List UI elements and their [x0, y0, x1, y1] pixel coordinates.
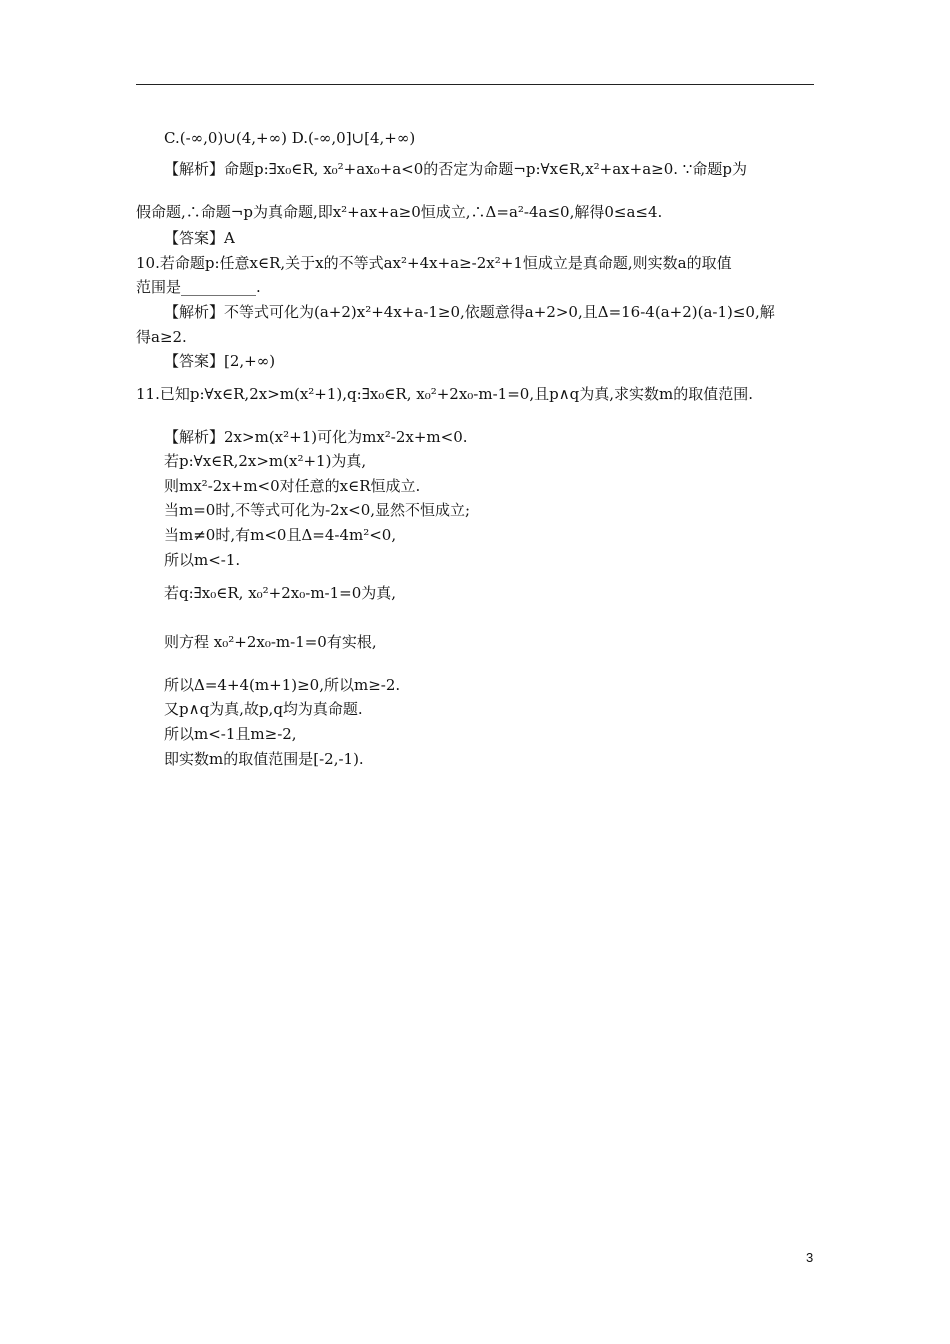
analysis-10-line-2: 得a≥2. — [136, 328, 187, 346]
analysis-11-line-11: 所以m<-1且m≥-2, — [164, 725, 297, 743]
analysis-10-line-1: 【解析】不等式可化为(a+2)x²+4x+a-1≥0,依题意得a+2>0,且Δ=16-4(a+2)(a-1)≤0,解 — [164, 303, 775, 321]
option-cd: C.(-∞,0)∪(4,+∞) D.(-∞,0]∪[4,+∞) — [164, 129, 416, 147]
analysis-11-line-6: 所以m<-1. — [164, 551, 241, 569]
analysis-11-line-5: 当m≠0时,有m<0且Δ=4-4m²<0, — [164, 526, 397, 544]
analysis-11-line-2: 若p:∀x∈R,2x>m(x²+1)为真, — [164, 452, 367, 470]
question-11: 11.已知p:∀x∈R,2x>m(x²+1),q:∃x₀∈R, x₀²+2x₀-m-1=0,且p∧q为真,求实数m的取值范围. — [136, 385, 754, 403]
analysis-9-line-2: 假命题,∴命题¬p为真命题,即x²+ax+a≥0恒成立,∴Δ=a²-4a≤0,解得0≤a≤4. — [136, 203, 663, 221]
page-number: 3 — [806, 1250, 814, 1265]
analysis-9-line-1: 【解析】命题p:∃x₀∈R, x₀²+ax₀+a<0的否定为命题¬p:∀x∈R,x²+ax+a≥0. ∵命题p为 — [164, 160, 747, 178]
analysis-11-line-12: 即实数m的取值范围是[-2,-1). — [164, 750, 364, 768]
question-10-line-2: 范围是__________. — [136, 278, 261, 296]
answer-9: 【答案】A — [164, 229, 235, 247]
analysis-11-line-10: 又p∧q为真,故p,q均为真命题. — [164, 700, 363, 718]
analysis-11-line-3: 则mx²-2x+m<0对任意的x∈R恒成立. — [164, 477, 421, 495]
question-10-line-1: 10.若命题p:任意x∈R,关于x的不等式ax²+4x+a≥-2x²+1恒成立是真命题,则实数a的取值 — [136, 254, 732, 272]
analysis-11-line-1: 【解析】2x>m(x²+1)可化为mx²-2x+m<0. — [164, 428, 468, 446]
analysis-11-line-7: 若q:∃x₀∈R, x₀²+2x₀-m-1=0为真, — [164, 584, 397, 602]
analysis-11-line-8: 则方程 x₀²+2x₀-m-1=0有实根, — [164, 633, 377, 651]
answer-10: 【答案】[2,+∞) — [164, 352, 276, 370]
analysis-11-line-9: 所以Δ=4+4(m+1)≥0,所以m≥-2. — [164, 676, 401, 694]
analysis-11-line-4: 当m=0时,不等式可化为-2x<0,显然不恒成立; — [164, 501, 471, 519]
header-rule — [136, 84, 814, 85]
